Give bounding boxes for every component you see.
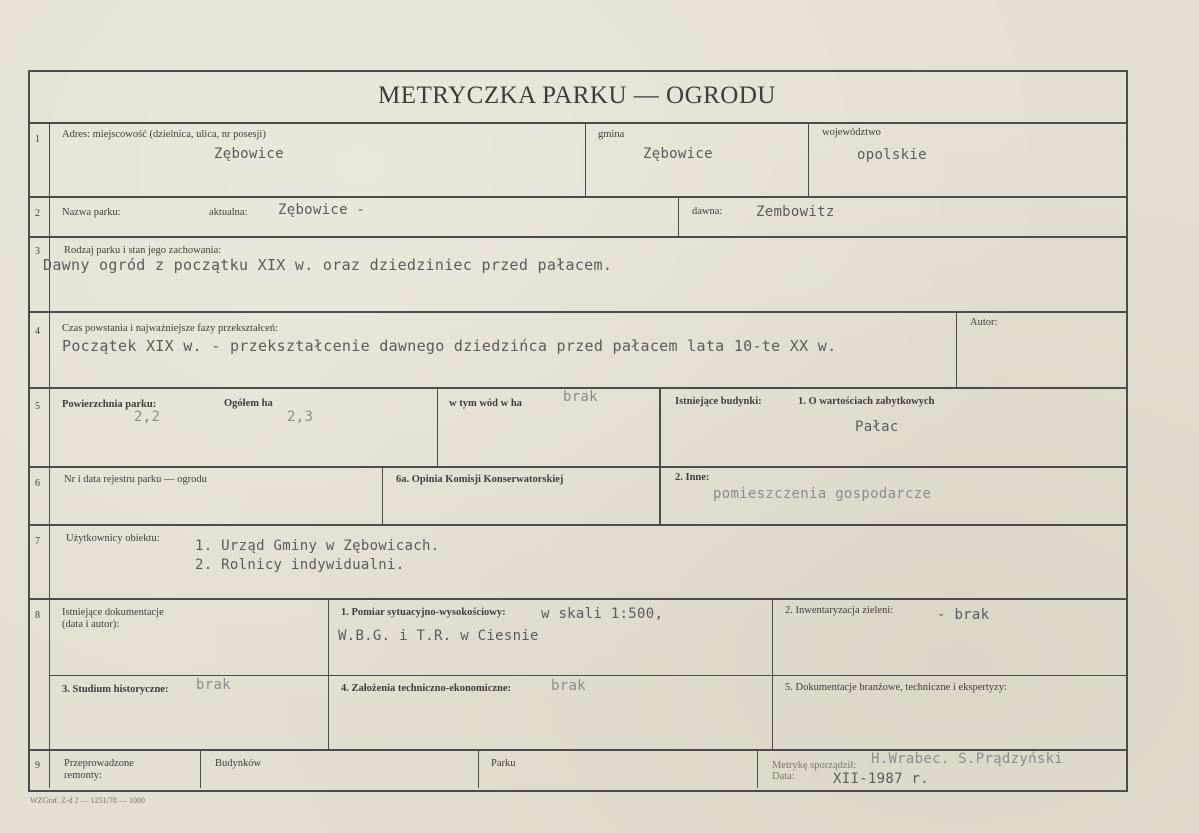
monuments-label: 1. O wartościach zabytkowych [798, 396, 935, 407]
total-area-label: Ogółem ha [224, 398, 273, 409]
park-name-label: Nazwa parku: [62, 207, 121, 218]
print-footer: WZGraf. Z-d 2 — 1251/78 — 1000 [30, 796, 145, 805]
date-value: XII-1987 r. [833, 771, 930, 787]
cell-divider [328, 598, 329, 749]
tech-assumptions-value: brak [551, 678, 586, 694]
history-study-value: brak [196, 677, 231, 693]
gmina-label: gmina [598, 129, 625, 140]
greenery-label: 2. Inwentaryzacja zieleni: [785, 605, 894, 616]
cell-divider [437, 387, 438, 466]
users-list-item: 1. Urząd Gminy w Zębowicach. [195, 538, 440, 554]
row-divider [28, 524, 1126, 526]
cell-divider [678, 196, 679, 236]
author-label: Autor: [970, 317, 998, 328]
park-repairs-label: Parku [491, 758, 516, 769]
cell-divider [382, 466, 383, 524]
survey-scale-value: w skali 1:500, [541, 606, 664, 622]
former-name-value: Zembowitz [756, 204, 835, 220]
row-divider [28, 196, 1126, 198]
number-column-divider [49, 122, 50, 788]
survey-author-value: W.B.G. i T.R. w Ciesnie [338, 628, 539, 644]
row-number: 3 [35, 246, 40, 257]
form-title: METRYCZKA PARKU — OGRODU [378, 82, 776, 109]
cell-divider [956, 311, 957, 387]
park-type-label: Rodzaj parku i stan jego zachowania: [64, 245, 222, 256]
voivodeship-label: województwo [822, 127, 881, 138]
cell-divider [585, 122, 586, 196]
current-name-label: aktualna: [209, 207, 248, 218]
water-area-label: w tym wód w ha [449, 398, 522, 409]
row-divider [49, 675, 1126, 676]
cell-divider [772, 598, 773, 749]
total-area-value: 2,3 [287, 409, 314, 425]
docs-label-sub: (data i autor): [62, 619, 120, 630]
row-number: 5 [35, 401, 40, 412]
other-buildings-value: pomieszczenia gospodarcze [713, 486, 932, 502]
address-label: Adres: miejscowość (dzielnica, ulica, nr posesji) [62, 129, 266, 140]
gmina-value: Zębowice [643, 146, 713, 162]
monuments-value: Pałac [855, 419, 899, 435]
buildings-repairs-label: Budynków [215, 758, 262, 769]
repairs-label: Przeprowadzone [64, 758, 134, 769]
current-name-value: Zębowice - [278, 202, 366, 218]
history-study-label: 3. Studium historyczne: [62, 684, 169, 695]
greenery-value: - brak [937, 607, 990, 623]
address-value: Zębowice [214, 146, 284, 162]
cell-divider [808, 122, 809, 196]
origin-label: Czas powstania i najważniejsze fazy przekształceń: [62, 323, 279, 334]
row-divider [28, 122, 1126, 124]
cell-divider [757, 749, 758, 788]
water-area-value: brak [563, 389, 598, 405]
row-divider [28, 466, 1126, 468]
row-number: 9 [35, 760, 40, 771]
cell-divider [200, 749, 201, 788]
users-label: Użytkownicy obiektu: [66, 533, 160, 544]
buildings-label: Istniejące budynki: [675, 396, 762, 407]
prepared-by-label: Metrykę sporządził: [772, 760, 857, 771]
row-number: 2 [35, 208, 40, 219]
park-type-value: Dawny ogród z początku XIX w. oraz dziedziniec przed pałacem. [43, 256, 613, 274]
tech-assumptions-label: 4. Założenia techniczno-ekonomiczne: [341, 683, 512, 694]
row-number: 6 [35, 478, 40, 489]
row-number: 8 [35, 610, 40, 621]
other-buildings-label: 2. Inne: [675, 472, 710, 483]
row-divider [28, 598, 1126, 600]
docs-label: Istniejące dokumentacje [62, 607, 164, 618]
former-name-label: dawna: [692, 206, 723, 217]
row-number: 1 [35, 134, 40, 145]
repairs-label-sub: remonty: [64, 770, 102, 781]
voivodeship-value: opolskie [857, 147, 927, 163]
survey-label: 1. Pomiar sytuacyjno-wysokościowy: [341, 607, 506, 618]
cell-divider [478, 749, 479, 788]
area-label: Powierzchnia parku: [62, 399, 157, 410]
opinion-label: 6a. Opinia Komisji Konserwatorskiej [396, 474, 564, 485]
branch-docs-label: 5. Dokumentacje branżowe, techniczne i ekspertyzy: [785, 682, 1007, 693]
users-list-item: 2. Rolnicy indywidualni. [195, 557, 405, 573]
origin-value: Początek XIX w. - przekształcenie dawnego dziedzińca przed pałacem lata 10-te XX w. [62, 337, 837, 355]
row-number: 4 [35, 326, 40, 337]
area-value: 2,2 [134, 409, 161, 425]
row-number: 7 [35, 536, 40, 547]
register-label: Nr i data rejestru parku — ogrodu [64, 474, 207, 485]
prepared-by-value: H.Wrabec. S.Prądzyński [871, 751, 1064, 767]
date-label: Data: [772, 771, 795, 782]
row-divider [28, 311, 1126, 313]
cell-divider [659, 387, 661, 524]
row-divider [28, 236, 1126, 238]
